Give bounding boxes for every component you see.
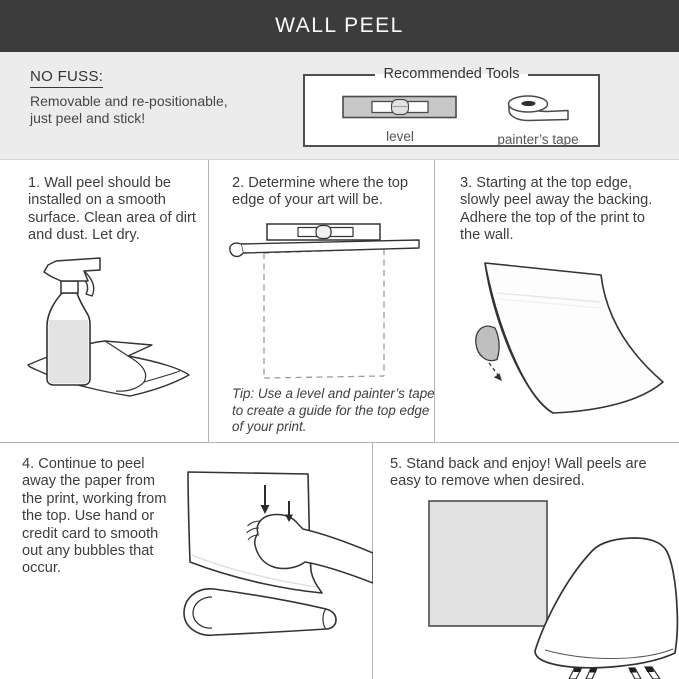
intro-line-1: Removable and re-positionable,	[30, 93, 228, 109]
step-2-text: 2. Determine where the top edge of your art will be.	[232, 175, 409, 209]
step-3-text: 3. Starting at the top edge, slowly peel away the backing. Adhere the top of the print to the wall.	[460, 175, 653, 244]
level-label: level	[386, 129, 414, 144]
step-5-text: 5. Stand back and enjoy! Wall peels are easy to remove when desired.	[390, 456, 647, 490]
peeling-backing-illustration	[435, 160, 679, 442]
header-bar	[0, 0, 679, 52]
step-2-panel	[209, 160, 435, 442]
hand-smoothing-illustration	[0, 443, 373, 679]
page-title: WALL PEEL	[275, 14, 404, 37]
intro-section	[0, 52, 679, 160]
painters-tape-icon	[504, 93, 572, 124]
step-4-panel	[0, 443, 373, 679]
step-5-panel	[373, 443, 679, 679]
step-3-panel	[435, 160, 679, 442]
step-1-panel	[0, 160, 209, 442]
intro-line-2: just peel and stick!	[30, 110, 146, 126]
recommended-tools-title: Recommended Tools	[375, 66, 529, 82]
tool-level	[335, 93, 465, 144]
no-fuss-heading: NO FUSS:	[30, 68, 103, 88]
spray-bottle-and-cloth-illustration	[0, 160, 209, 442]
steps-row-2	[0, 443, 679, 679]
step-2-tip: Tip: Use a level and painter’s tape to create a guide for the top edge of your print.	[232, 386, 435, 435]
step-1-text: 1. Wall peel should be installed on a smooth surface. Clean area of dirt and dust. Let dry.	[28, 175, 196, 244]
tool-painters-tape	[483, 93, 593, 147]
recommended-tools-box	[303, 66, 600, 147]
step-4-text: 4. Continue to peel away the paper from the print, working from the top. Use hand or credit card to smooth out any bubbles that occur.	[22, 456, 167, 577]
print-on-wall-with-chair-illustration	[373, 443, 679, 679]
steps-row-1	[0, 160, 679, 443]
painters-tape-label: painter’s tape	[497, 132, 579, 147]
intro-text	[30, 93, 228, 127]
level-icon	[341, 93, 459, 121]
